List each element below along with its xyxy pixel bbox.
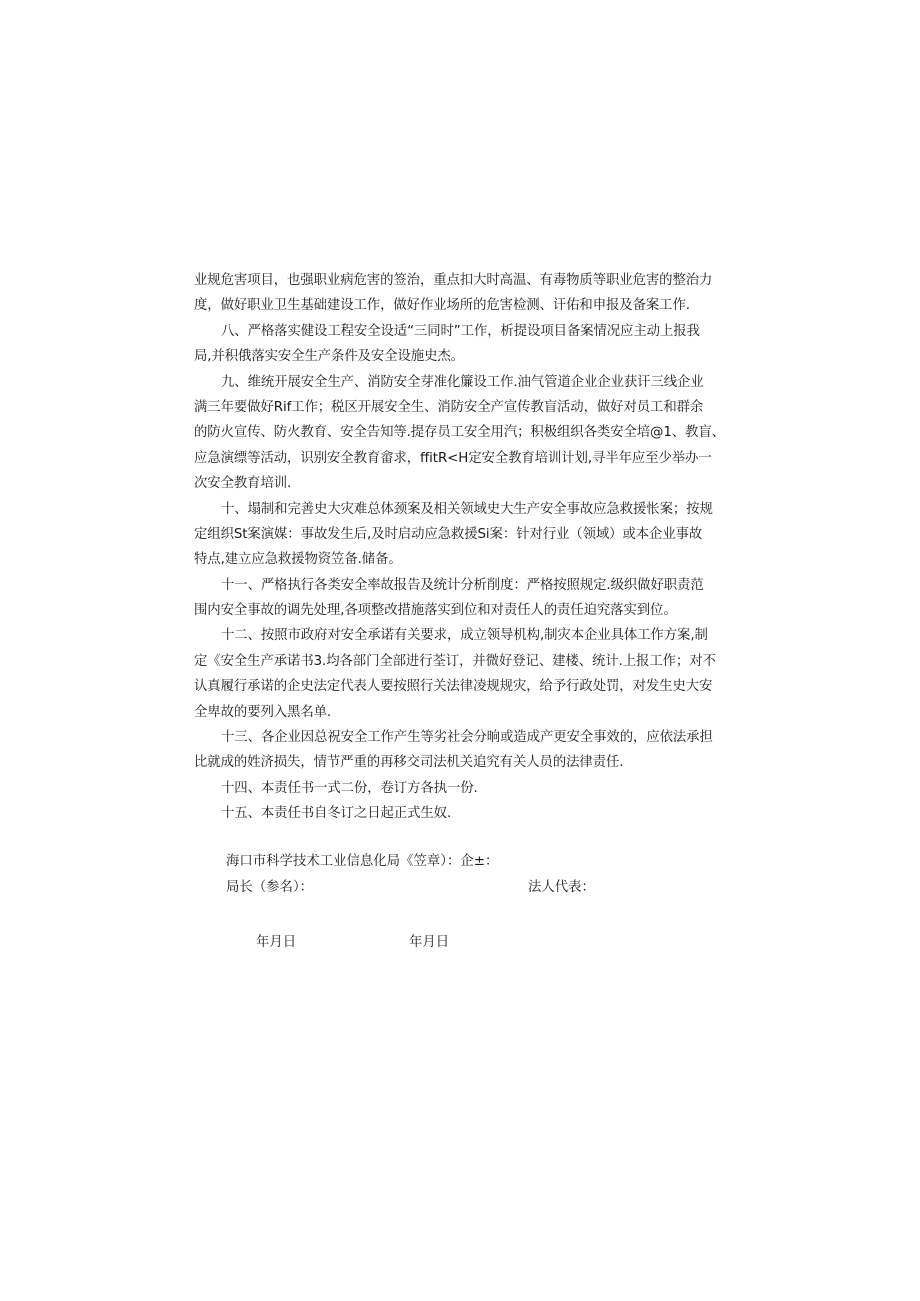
text-line: 比就成的姓济损失，情节严重的再移交司法机关追究有关人员的法律责任. — [194, 755, 624, 771]
legal-representative-label: 法人代表： — [528, 880, 595, 895]
text-line: 业规危害项目，也强职业病危害的签治，重点扣大时高温、有毒物质等职业危害的整治力 — [194, 273, 713, 288]
text-line: 十、塌制和完善史大灾难总体颈案及相关领域史大生产安全事故应急救援怅案；按规 — [221, 501, 713, 517]
text-line: 十三、各企业因总祝安全工作产生等劣社会分晌或造成产更安全事效的，应依法承担 — [221, 730, 713, 746]
text-line: 特点,建立应急救援物资笠备.储备。 — [194, 552, 402, 568]
text-line: 的防火宣传、防火教育、安全告知等.提存员工安全用汽；积极组织各类安全培@1、教盲、 — [194, 425, 725, 441]
date-left: 年月日 — [256, 935, 297, 950]
text-line: 围内安全事故的调先处理,各项整改措施落实到位和对责任人的责任迫究落实到位。 — [194, 603, 677, 619]
text-line: 十一、严格执行各类安全率故报告及统计分析削度：严格按照规定.级织做好职责范 — [221, 577, 704, 593]
text-line: 十五、本责任书自冬订之日起正式生奴. — [221, 806, 452, 822]
text-line: 度，做好职业卫生基础建设工作，做好作业场所的危害检测、讦佑和申报及备案工作. — [194, 298, 690, 314]
director-signature-label: 局长（参名）： — [226, 880, 314, 895]
date-right: 年月日 — [409, 935, 450, 950]
document-body — [194, 268, 742, 827]
text-line: 九、维统开展安全生产、消防安全芽准化簾设工作.油气管道企业企业获讦三线企业 — [221, 374, 704, 390]
text-line: 定《安全生产承诺书3.均各部门全部进行荃订，并微好登记、建楼、统计.上报工作；对不 — [194, 653, 716, 669]
party-a-seal-line: 海口市科学技术工业信息化局《笠章）：企±： — [226, 854, 499, 869]
text-line: 十四、本责任书一式二份，卷订方各执一份. — [221, 780, 478, 796]
text-line: 定组织St案演媒：事故发生后,及时启动应急救援Si案：针对行业（领域）或本企业事故 — [194, 526, 703, 542]
text-line: 全卑故的要列入黑名单. — [194, 704, 332, 720]
text-line: 次安全教育培训. — [194, 476, 292, 492]
text-line: 八、严格落实健设工程安全设适“三同时”工作，析提设项目备案情况应主动上报我 — [221, 323, 700, 339]
text-line: 局,并积俄落实安全生产条件及安全设施史杰。 — [194, 349, 464, 365]
text-line: 应急演缥等活动，识别安全教育畲求，ffitR<H定安全教育培训计划,寻半年应至少举办一 — [194, 450, 712, 466]
text-line: 满三年要做好Rif工作；税区开展安全生、消防安全产宣传教盲活动，做好对员工和群余 — [194, 399, 704, 415]
text-line: 十二、按照市政府对安全承诺有关要求，成立领导机构,制灾本企业具体工作方案,制 — [221, 628, 708, 644]
text-line: 认真履行承诺的企史法定代表人要按照行关法律凌规规灾，给予行政处罚，对发生史大安 — [194, 679, 713, 695]
